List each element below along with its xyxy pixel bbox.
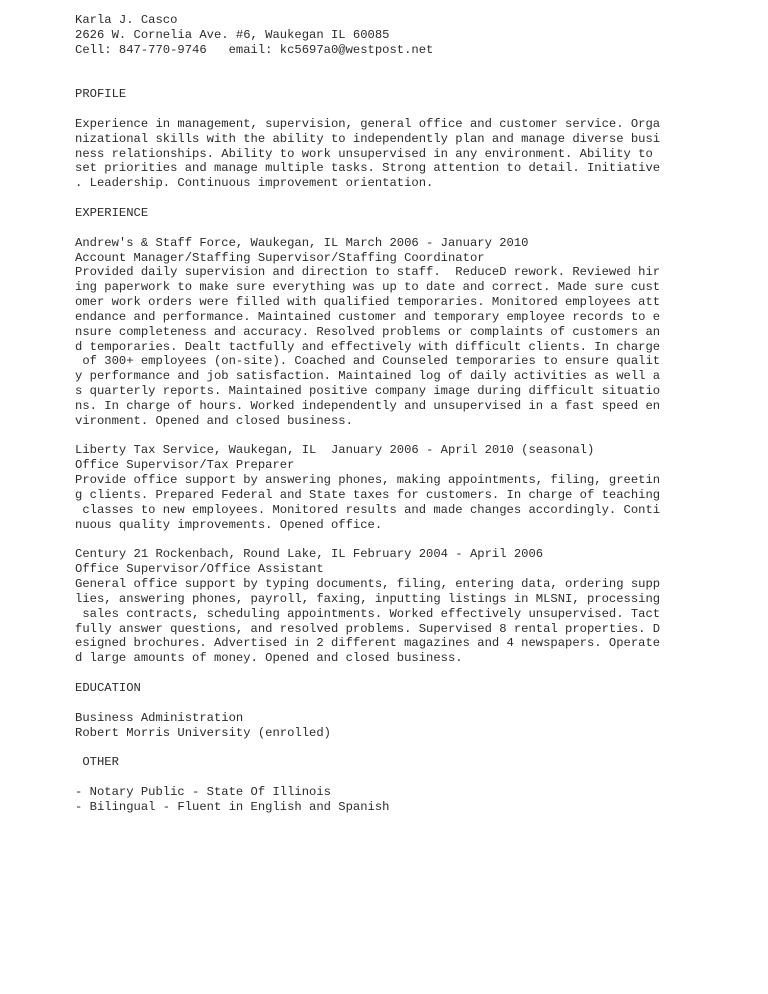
job-employer: Century 21 Rockenbach, Round Lake, IL February 2004 - April 2006 [75,547,544,562]
job-title: Office Supervisor/Tax Preparer [75,458,295,473]
experience-heading: EXPERIENCE [75,205,149,220]
profile-heading: PROFILE [75,87,127,102]
job-description-line: Provide office support by answering phones, making appointments, filing, greetin [75,473,661,488]
education-degree: Business Administration [75,710,244,725]
profile-line: . Leadership. Continuous improvement orientation. [75,176,434,191]
job-description-line: fully answer questions, and resolved problems. Supervised 8 rental properties. D [75,621,661,636]
job-description-line: g clients. Prepared Federal and State taxes for customers. In charge of teaching [75,488,661,502]
candidate-address: 2626 W. Cornelia Ave. #6, Waukegan IL 60085 [75,27,390,42]
education-school: Robert Morris University (enrolled) [75,725,331,740]
job-description-line: nuous quality improvements. Opened office. [75,517,383,532]
other-item: - Bilingual - Fluent in English and Spanish [75,799,390,814]
candidate-contact: Cell: 847-770-9746 email: kc5697a0@westpost.net [75,42,434,57]
candidate-name: Karla J. Casco [75,13,178,27]
job-description-line: d large amounts of money. Opened and closed business. [75,651,463,666]
education-heading: EDUCATION [75,680,141,695]
job-description-line: lies, answering phones, payroll, faxing, inputting listings in MLSNI, processing [75,591,661,606]
job-description-line: endance and performance. Maintained customer and temporary employee records to e [75,309,661,324]
other-item: - Notary Public - State Of Illinois [75,784,331,799]
job-entry [75,443,755,532]
job-description-line: omer work orders were filled with qualified temporaries. Monitored employees att [75,295,661,310]
job-description-line: classes to new employees. Monitored results and made changes accordingly. Conti [75,502,661,517]
profile-line: Experience in management, supervision, general office and customer service. Orga [75,116,661,131]
job-employer: Andrew's & Staff Force, Waukegan, IL March 2006 - January 2010 [75,235,529,250]
job-description-line: Provided daily supervision and direction to staff. ReduceD rework. Reviewed hir [75,265,661,280]
job-description-line: vironment. Opened and closed business. [75,413,353,428]
profile-line: ness relationships. Ability to work unsupervised in any environment. Ability to [75,146,653,161]
job-employer: Liberty Tax Service, Waukegan, IL January 2006 - April 2010 (seasonal) [75,443,595,458]
job-title: Account Manager/Staffing Supervisor/Staffing Coordinator [75,250,485,265]
other-heading: OTHER [75,755,119,770]
job-entry [75,236,755,429]
job-description-line: sales contracts, scheduling appointments. Worked effectively unsupervised. Tact [75,606,661,621]
job-description-line: d temporaries. Dealt tactfully and effectively with difficult clients. In charge [75,339,661,354]
job-title: Office Supervisor/Office Assistant [75,562,324,577]
profile-line: nizational skills with the ability to independently plan and manage diverse busi [75,131,661,146]
job-description-line: General office support by typing documents, filing, entering data, ordering supp [75,577,661,592]
job-description-line: ns. In charge of hours. Worked independently and unsupervised in a fast speed en [75,398,661,413]
job-description-line: of 300+ employees (on-site). Coached and Counseled temporaries to ensure qualit [75,354,661,369]
job-description-line: esigned brochures. Advertised in 2 different magazines and 4 newspapers. Operate [75,636,661,651]
job-description-line: s quarterly reports. Maintained positive company image during difficult situatio [75,384,661,399]
job-entry [75,547,755,666]
job-description-line: ing paperwork to make sure everything was up to date and correct. Made sure cust [75,280,661,295]
profile-paragraph [75,117,755,191]
job-description-line: y performance and job satisfaction. Maintained log of daily activities as well a [75,369,661,384]
resume-document [75,13,755,815]
profile-line: set priorities and manage multiple tasks. Strong attention to detail. Initiative [75,161,661,176]
job-description-line: nsure completeness and accuracy. Resolved problems or complaints of customers an [75,324,661,339]
